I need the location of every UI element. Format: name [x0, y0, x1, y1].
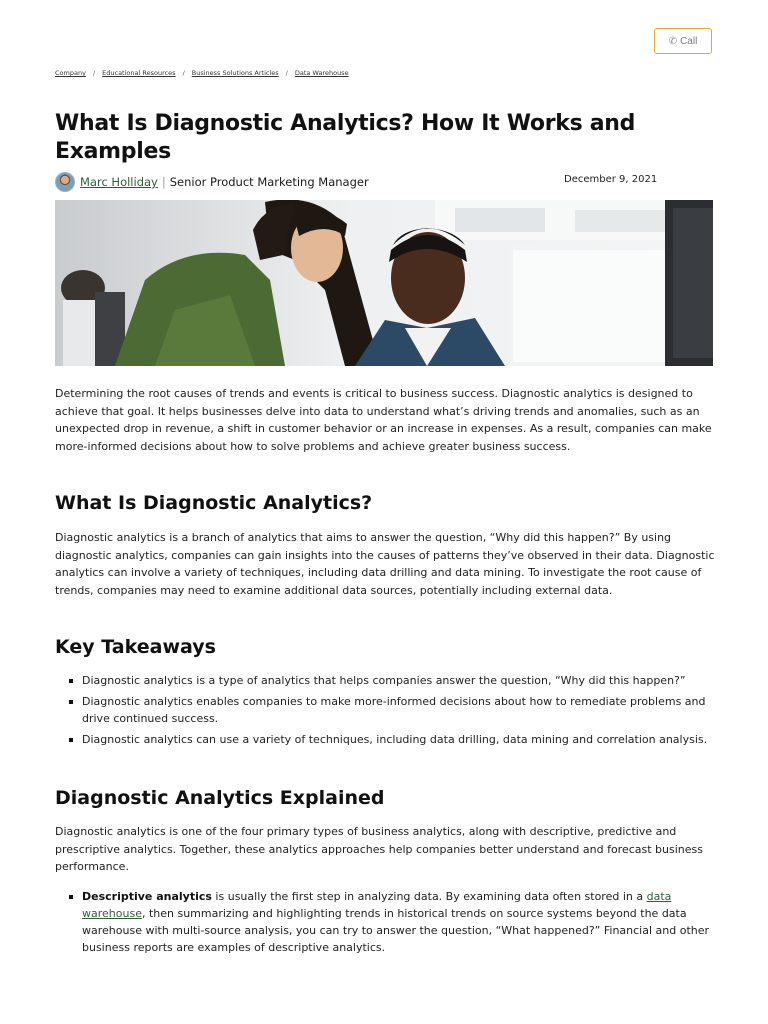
publish-date: December 9, 2021	[564, 174, 658, 185]
list-item: Diagnostic analytics is a type of analytics that helps companies answer the question, “Why did this happen?”	[55, 672, 715, 689]
call-button[interactable]	[654, 28, 712, 54]
list-item: Descriptive analytics is usually the first step in analyzing data. By examining data often stored in a data warehouse, then summarizing and highlighting trends in historical trends on source systems beyond the data warehouse with multi-source analysis, you can try to answer the question, “What happened?” Financial and other business reports are examples of descriptive analytics.	[55, 888, 715, 956]
bullet-icon	[69, 679, 73, 683]
byline-separator: |	[161, 175, 166, 189]
section-heading-what-is: What Is Diagnostic Analytics?	[55, 492, 373, 514]
breadcrumb-data-warehouse[interactable]: Data Warehouse	[294, 69, 349, 77]
bullet-icon	[69, 738, 73, 742]
bullet-icon	[69, 895, 73, 899]
phone-icon: ✆	[668, 35, 678, 47]
page-title: What Is Diagnostic Analytics? How It Works and Examples	[55, 111, 636, 164]
analytics-types-list	[55, 888, 715, 960]
list-item: Diagnostic analytics enables companies to make more-informed decisions about how to remediate problems and drive continued success.	[55, 693, 715, 727]
list-item: Diagnostic analytics can use a variety of techniques, including data drilling, data mining and correlation analysis.	[55, 731, 715, 748]
section-heading-key-takeaways: Key Takeaways	[55, 636, 216, 658]
breadcrumb-educational-resources[interactable]: Educational Resources	[102, 69, 176, 77]
section-heading-explained: Diagnostic Analytics Explained	[55, 787, 385, 809]
section-body-explained: Diagnostic analytics is one of the four primary types of business analytics, along with descriptive, predictive and prescriptive analytics. Together, these analytics approaches help companies better understand and forecast business performance.	[55, 825, 703, 873]
byline	[55, 172, 369, 192]
breadcrumb: Company / Educational Resources / Business Solutions Articles / Data Warehouse	[55, 69, 349, 77]
data-warehouse-link[interactable]: data warehouse	[82, 890, 672, 920]
intro-paragraph: Determining the root causes of trends and events is critical to business success. Diagnostic analytics is designed to achieve that goal. It helps businesses delve into data to understand what’s driving trends and anomalies, such as an unexpected drop in revenue, a shift in customer behavior or an increase in expenses. As a result, companies can make more-informed decisions about how to solve problems and achieve greater business success.	[55, 387, 712, 453]
hero-image	[55, 200, 713, 366]
term-descriptive-analytics: Descriptive analytics	[82, 890, 212, 903]
author-avatar	[55, 172, 75, 192]
key-takeaways-list	[55, 672, 715, 752]
bullet-icon	[69, 700, 73, 704]
author-link[interactable]: Marc Holliday	[80, 175, 158, 189]
hero-illustration	[55, 200, 713, 366]
author-role: Senior Product Marketing Manager	[169, 175, 369, 189]
breadcrumb-business-solutions-articles[interactable]: Business Solutions Articles	[191, 69, 279, 77]
section-body-what-is: Diagnostic analytics is a branch of analytics that aims to answer the question, “Why did this happen?” By using diagnostic analytics, companies can gain insights into the causes of patterns they’ve observed in their data. Diagnostic analytics can involve a variety of techniques, including data drilling and data mining. To investigate the root cause of trends, companies may need to examine additional data sources, potentially including external data.	[55, 531, 715, 597]
breadcrumb-company[interactable]: Company	[55, 69, 86, 77]
call-label: Call	[680, 35, 698, 47]
